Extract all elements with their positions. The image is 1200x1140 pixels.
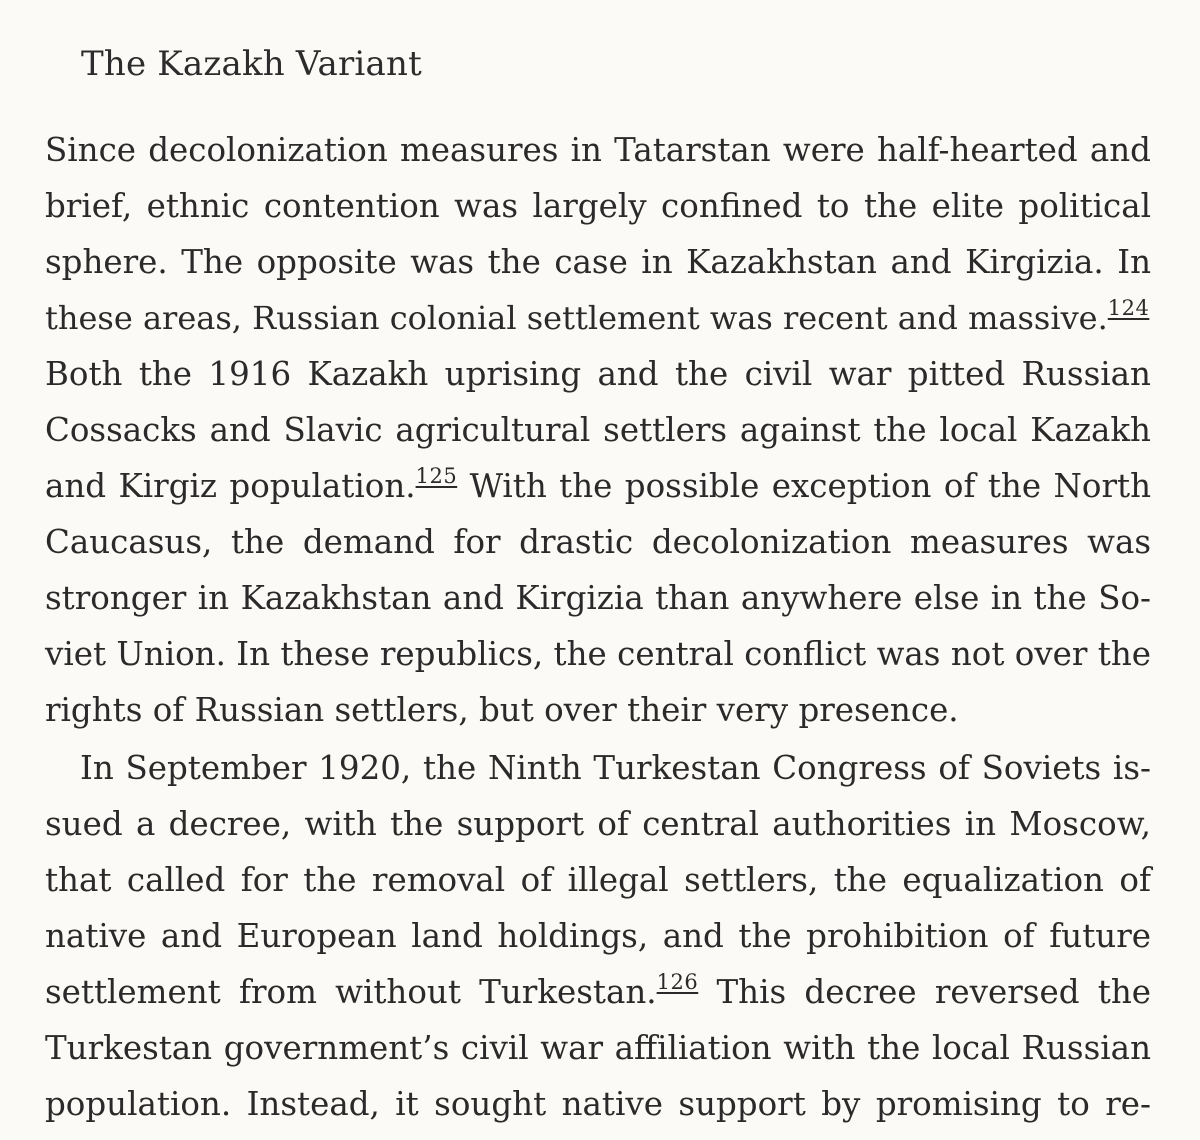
text-line: native and European land holdings, and the prohibition of future [45, 917, 1151, 955]
footnote-ref-124[interactable]: 124 [1107, 296, 1150, 320]
text-line: Both the 1916 Kazakh uprising and the civil war pitted Russian [45, 355, 1151, 393]
text-line [45, 964, 1151, 1020]
text-line: Since decolonization measures in Tatarstan were half-hearted and [45, 131, 1151, 169]
text-line: Turkestan government’s civil war affiliation with the local Russian [45, 1029, 1151, 1067]
text-line: sphere. The opposite was the case in Kazakhstan and Kirgizia. In [45, 243, 1151, 281]
text-line: Cossacks and Slavic agricultural settlers against the local Kazakh [45, 411, 1151, 449]
text-line: Caucasus, the demand for drastic decolonization measures was [45, 523, 1151, 561]
text-line: sued a decree, with the support of central authorities in Moscow, [45, 805, 1151, 843]
text-line: viet Union. In these republics, the central conflict was not over the [45, 635, 1151, 673]
text-segment: settlement from without Turkestan. [45, 973, 657, 1011]
footnote-ref-126[interactable]: 126 [656, 970, 699, 994]
text-line: brief, ethnic contention was largely confined to the elite political [45, 187, 1151, 225]
section-heading: The Kazakh Variant [81, 44, 422, 84]
text-line: population. Instead, it sought native support by promising to re- [45, 1085, 1151, 1123]
text-line: that called for the removal of illegal settlers, the equalization of [45, 861, 1151, 899]
text-line: In September 1920, the Ninth Turkestan Congress of Soviets is- [80, 749, 1151, 787]
text-line: rights of Russian settlers, but over their very presence. [45, 691, 959, 729]
text-line: stronger in Kazakhstan and Kirgizia than anywhere else in the So- [45, 579, 1151, 617]
footnote-ref-125[interactable]: 125 [415, 464, 458, 488]
text-line [45, 458, 1151, 514]
text-segment: these areas, Russian colonial settlement was recent and massive. [45, 299, 1108, 337]
text-line [45, 290, 1149, 346]
text-segment: With the possible exception of the North [457, 467, 1152, 505]
text-segment: and Kirgiz population. [45, 467, 416, 505]
text-segment: This decree reversed the [698, 973, 1151, 1011]
